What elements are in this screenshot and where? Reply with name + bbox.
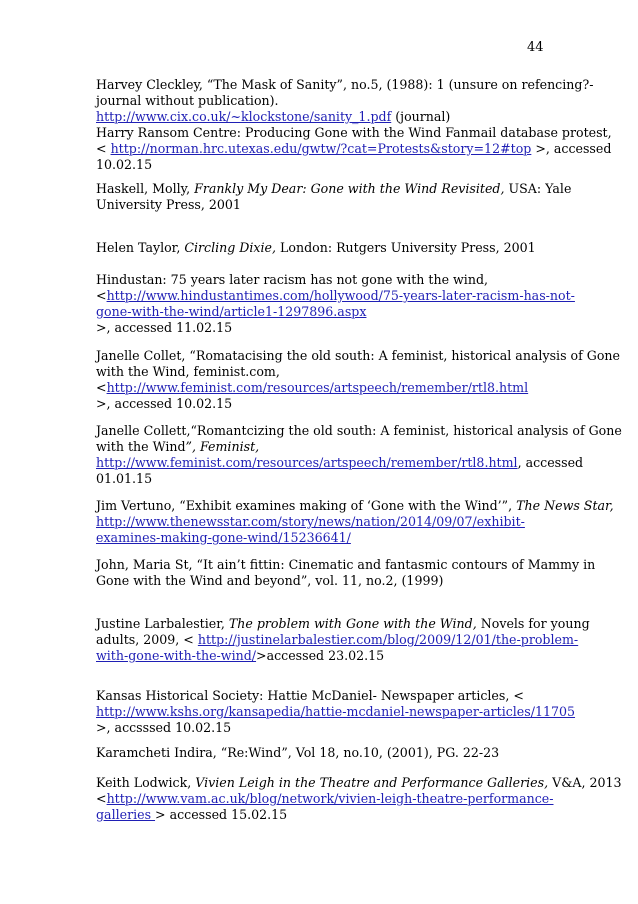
bib-entry-larbalestier — [96, 616, 590, 664]
entry-title: The News Star, — [516, 498, 614, 513]
entry-line — [96, 439, 556, 455]
entry-line — [96, 455, 584, 471]
bib-entry-vertuno — [96, 498, 614, 546]
entry-line — [96, 775, 622, 791]
entry-title: Circling Dixie, — [184, 240, 277, 255]
entry-line — [96, 498, 614, 514]
link-cix-sanity[interactable]: http://www.cix.co.uk/~klockstone/sanity_1.pdf — [96, 109, 392, 125]
link-feminist-com-2[interactable]: http://www.feminist.com/resources/artspeech/remember/rtl8.html — [96, 455, 518, 471]
entry-text: USA: Yale — [504, 181, 572, 196]
link-vam-blog-cont[interactable]: galleries — [96, 807, 156, 823]
entry-author: Helen Taylor, — [96, 240, 185, 255]
entry-text: Harry Ransom Centre: Producing Gone with the Wind Fanmail database protest, — [96, 125, 612, 140]
entry-title: ”, Feminist, — [185, 439, 260, 455]
entry-text: University Press, 2001 — [96, 197, 241, 213]
entry-line — [96, 648, 556, 664]
entry-text: London: Rutgers University Press, 2001 — [276, 240, 536, 255]
bib-entry-john — [96, 557, 596, 589]
entry-line — [96, 380, 556, 396]
entry-line — [96, 632, 579, 648]
entry-text: Novels for young — [476, 616, 590, 631]
entry-title: Frankly My Dear: Gone with the Wind Revisited, — [194, 181, 505, 196]
entry-text: adults, 2009, < — [96, 632, 198, 648]
entry-text: Gone with the Wind and beyond”, vol. 11, no.2, (1999) — [96, 573, 444, 589]
entry-line — [96, 109, 556, 125]
bib-entry-haskell — [96, 181, 572, 213]
entry-text: >accessed 23.02.15 — [256, 648, 385, 664]
entry-line — [96, 141, 612, 157]
entry-line — [96, 704, 576, 720]
entry-text: journal without publication). — [96, 93, 279, 109]
bib-entry-taylor — [96, 240, 556, 256]
entry-text: < — [96, 791, 107, 807]
page-number: 44 — [527, 40, 544, 55]
entry-text: >, accessed 11.02.15 — [96, 320, 233, 336]
entry-text: Harvey Cleckley, “The Mask of Sanity”, no.5, (1988): 1 (unsure on refencing?- — [96, 77, 594, 92]
entry-author: Haskell, Molly, — [96, 181, 195, 196]
entry-text: Hindustan: 75 years later racism has not gone with the wind, — [96, 272, 489, 287]
entry-title: The problem with Gone with the Wind, — [228, 616, 477, 631]
entry-text: < — [96, 288, 107, 304]
entry-line — [96, 181, 572, 197]
entry-line — [96, 530, 556, 546]
link-justine-larbalestier[interactable]: http://justinelarbalestier.com/blog/2009/12/01/the-problem- — [197, 632, 579, 648]
link-thenewsstar[interactable]: http://www.thenewsstar.com/story/news/nation/2014/09/07/exhibit- — [96, 514, 525, 530]
entry-line — [96, 304, 556, 320]
bib-entry-harry-ransom — [96, 125, 612, 173]
bib-entry-karamcheti — [96, 745, 556, 761]
entry-text: , accessed — [517, 455, 584, 471]
entry-text: 01.01.15 — [96, 471, 153, 487]
bib-entry-hindustan — [96, 272, 575, 336]
entry-text: (journal) — [395, 109, 451, 125]
link-thenewsstar-cont[interactable]: examines-making-gone-wind/15236641/ — [96, 530, 351, 546]
entry-text: V&A, 2013 — [548, 775, 622, 790]
entry-author: Justine Larbalestier, — [96, 616, 229, 631]
entry-author: Keith Lodwick, — [96, 775, 196, 790]
entry-text: >, accsssed 10.02.15 — [96, 720, 232, 736]
entry-line — [96, 240, 556, 256]
link-hindustan-times-cont[interactable]: gone-with-the-wind/article1-1297896.aspx — [96, 304, 367, 320]
link-vam-blog[interactable]: http://www.vam.ac.uk/blog/network/vivien-leigh-theatre-performance- — [106, 791, 554, 807]
link-hrc-gwtw[interactable]: http://norman.hrc.utexas.edu/gwtw/?cat=Protests&story=12#top — [110, 141, 532, 157]
bib-entry-cleckley — [96, 77, 594, 125]
entry-text: >, accessed 10.02.15 — [96, 396, 233, 412]
entry-text: 10.02.15 — [96, 157, 153, 173]
entry-text: Janelle Collet, “Romatacising the old south: A feminist, historical analysis of Gone — [96, 348, 620, 363]
entry-line — [96, 288, 575, 304]
entry-text: Janelle Collett,“Romantcizing the old south: A feminist, historical analysis of Gone — [96, 423, 622, 438]
entry-text: Karamcheti Indira, “Re:Wind”, Vol 18, no.10, (2001), PG. 22-23 — [96, 745, 500, 760]
entry-text: >, accessed — [531, 141, 612, 157]
entry-text: < — [96, 141, 111, 157]
entry-text: with the Wind — [96, 439, 186, 455]
entry-line — [96, 807, 556, 823]
entry-title: Vivien Leigh in the Theatre and Performance Galleries, — [195, 775, 549, 790]
entry-text: Kansas Historical Society: Hattie McDaniel- Newspaper articles, < — [96, 688, 524, 703]
bib-entry-lodwick — [96, 775, 622, 823]
entry-text: with the Wind, feminist.com, — [96, 364, 280, 380]
entry-line — [96, 514, 556, 530]
entry-text: Jim Vertuno, “Exhibit examines making of ‘Gone with the Wind’”, — [96, 498, 517, 513]
link-justine-larbalestier-cont[interactable]: with-gone-with-the-wind/ — [96, 648, 257, 664]
entry-text: > accessed 15.02.15 — [155, 807, 288, 823]
entry-line — [96, 791, 556, 807]
entry-text: John, Maria St, “It ain’t fittin: Cinematic and fantasmic contours of Mammy in — [96, 557, 596, 572]
bib-entry-collet — [96, 348, 620, 412]
entry-line — [96, 616, 590, 632]
link-hindustan-times[interactable]: http://www.hindustantimes.com/hollywood/75-years-later-racism-has-not- — [106, 288, 575, 304]
entry-text: < — [96, 380, 107, 396]
bib-entry-collett — [96, 423, 622, 487]
link-feminist-com[interactable]: http://www.feminist.com/resources/artspeech/remember/rtl8.html — [106, 380, 529, 396]
bib-entry-kansas — [96, 688, 576, 736]
link-kshs[interactable]: http://www.kshs.org/kansapedia/hattie-mcdaniel-newspaper-articles/11705 — [96, 704, 576, 720]
